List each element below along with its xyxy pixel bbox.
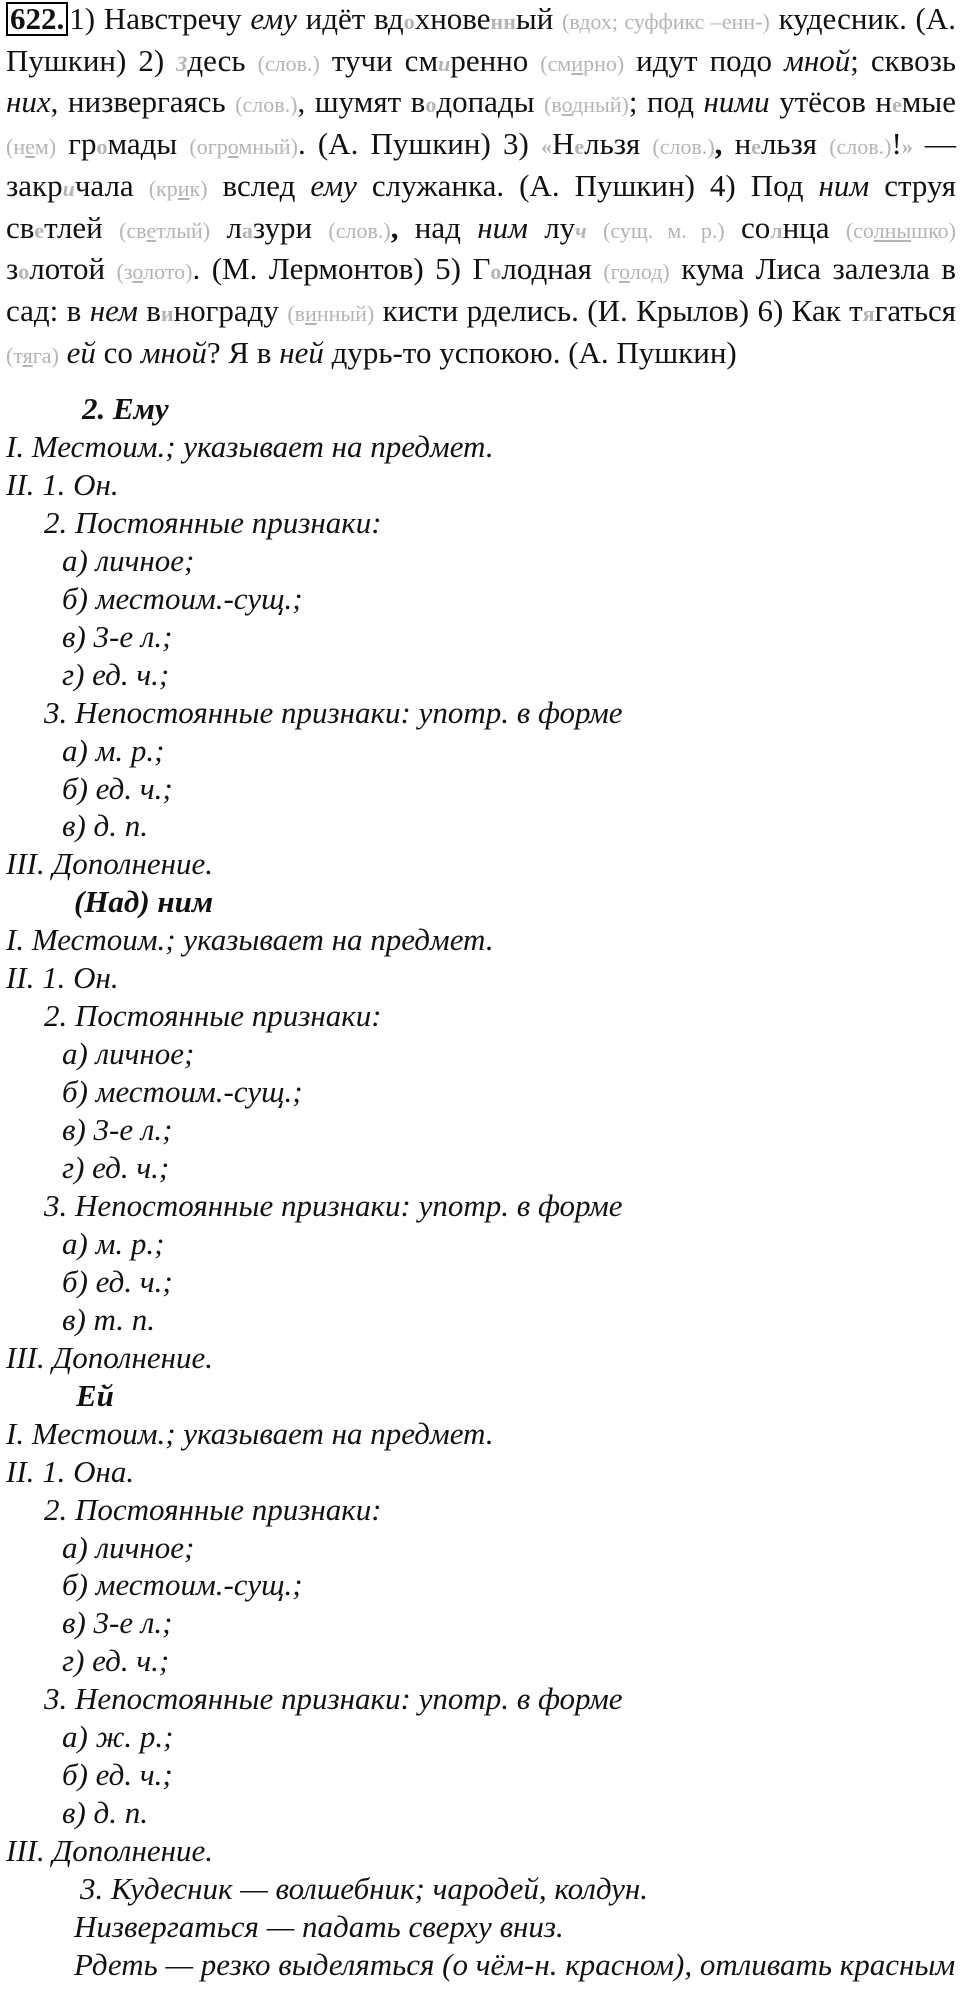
- text-segment: рно): [583, 50, 625, 76]
- analysis-line: I. Местоим.; указывает на предмет.: [6, 428, 494, 464]
- analysis-line: I. Местоим.; указывает на предмет.: [6, 922, 494, 958]
- text-segment: ? Я в: [206, 334, 280, 370]
- text-segment: лото): [143, 259, 193, 285]
- text-segment: з: [6, 251, 19, 287]
- analysis-line: б) ед. ч.;: [62, 1757, 173, 1793]
- analysis-line: III. Дополнение.: [6, 1339, 213, 1375]
- text-segment: е: [146, 217, 157, 243]
- analysis-line: Низвергаться — падать сверху вниз.: [74, 1909, 564, 1944]
- text-segment: допады: [436, 84, 545, 120]
- text-segment: кисти рделись. (И. Крылов): [374, 292, 758, 328]
- analysis-line: 2. Постоянные признаки:: [44, 504, 382, 540]
- text-segment: со: [95, 334, 141, 370]
- text-segment: . (М. Лермонтов): [192, 251, 436, 287]
- text-segment: нем: [89, 292, 138, 328]
- analysis-line: г) ед. ч.;: [62, 1150, 170, 1185]
- text-segment: нный): [316, 300, 375, 326]
- analysis-line: I. Местоим.; указывает на предмет.: [6, 1415, 494, 1451]
- text-segment: (н: [6, 134, 26, 160]
- analysis-line: а) ж. р.;: [62, 1719, 174, 1755]
- text-segment: . (А. Пушкин): [297, 126, 503, 162]
- text-segment: е: [25, 134, 35, 160]
- text-segment: л: [770, 217, 783, 243]
- text-segment: мной: [140, 334, 207, 370]
- analysis-line: 3. Непостоянные признаки: употр. в форме: [44, 1681, 623, 1717]
- analysis-line: в) д. п.: [62, 1795, 148, 1831]
- text-segment: мной: [784, 42, 851, 78]
- analysis-line: в) 3-е л.;: [62, 1605, 173, 1641]
- text-segment: гаться: [874, 292, 956, 328]
- analysis-line: г) ед. ч.;: [62, 1643, 170, 1679]
- text-segment: льзя: [584, 126, 653, 162]
- text-segment: м): [34, 134, 57, 160]
- text-segment: (см: [540, 50, 572, 76]
- analysis-line: II. 1. Он.: [6, 960, 119, 996]
- analysis-line: г) ед. ч.;: [62, 656, 170, 692]
- text-segment: о: [132, 259, 144, 285]
- text-segment: ними: [703, 84, 770, 120]
- text-segment: служанка. (А. Пушкин): [356, 167, 710, 203]
- text-segment: ; под: [628, 84, 704, 120]
- analysis-line: 2. Постоянные признаки:: [44, 1491, 382, 1527]
- text-segment: !: [891, 126, 902, 162]
- analysis-line: а) личное;: [62, 542, 195, 578]
- text-segment: (слов.): [829, 134, 892, 160]
- text-segment: 5) Г: [435, 251, 491, 287]
- text-segment: 6) Как т: [757, 292, 863, 328]
- text-segment: (з: [116, 259, 133, 285]
- analysis-line: II. 1. Он.: [6, 466, 119, 502]
- text-segment: Н: [551, 126, 575, 162]
- text-segment: ,: [714, 126, 735, 162]
- analysis-line: Рдеть — резко выделяться (о чём-н. красном), отливать красным: [74, 1946, 956, 1982]
- text-segment: льзя: [760, 126, 830, 162]
- text-segment: струя св: [6, 167, 956, 245]
- text-segment: о: [490, 259, 502, 285]
- text-segment: дный): [572, 92, 629, 118]
- text-segment: (со: [845, 217, 874, 243]
- text-segment: ним: [477, 209, 528, 245]
- text-segment: лу: [527, 209, 576, 245]
- text-segment: а: [241, 217, 253, 243]
- text-segment: (слов.): [257, 50, 320, 76]
- exercise-text: [6, 0, 956, 375]
- text-segment: 3): [502, 126, 541, 162]
- text-segment: — закр: [6, 126, 956, 203]
- text-segment: нца: [782, 209, 846, 245]
- text-segment: (т: [6, 342, 23, 368]
- text-segment: нн: [490, 9, 516, 34]
- analysis-line: б) местоим.-сущ.;: [62, 1074, 303, 1110]
- text-segment: 1) Навстречу: [69, 1, 251, 36]
- analysis-line: в) т. п.: [62, 1301, 156, 1337]
- text-segment: о: [18, 259, 30, 285]
- text-segment: мады: [107, 126, 190, 162]
- text-segment: (огр: [189, 134, 228, 160]
- text-segment: я: [862, 300, 875, 326]
- text-segment: 4) Под: [709, 167, 819, 203]
- text-segment: л: [210, 209, 242, 245]
- analysis-heading: Ей: [76, 1377, 114, 1413]
- text-segment: лод): [629, 259, 670, 285]
- analysis-line: 2. Постоянные признаки:: [44, 998, 382, 1034]
- text-segment: лны: [873, 217, 912, 243]
- text-segment: ему: [250, 1, 297, 36]
- text-segment: них: [6, 84, 51, 120]
- exercise-number: 622.: [6, 2, 68, 36]
- text-segment: , шумят в: [297, 84, 426, 120]
- text-segment: кума Лиса залезла в сад: в: [6, 251, 956, 328]
- text-segment: ч: [575, 217, 587, 243]
- text-segment: я: [22, 342, 33, 368]
- analysis-line: б) местоим.-сущ.;: [62, 1567, 303, 1603]
- text-segment: (г: [603, 259, 620, 285]
- text-segment: , низвергаясь: [50, 84, 236, 120]
- text-segment: ый: [515, 1, 563, 36]
- text-segment: хнове: [414, 1, 491, 36]
- text-segment: ему: [310, 167, 357, 203]
- analysis-line: 3. Непостоянные признаки: употр. в форме: [44, 1187, 623, 1223]
- text-segment: мые: [901, 84, 956, 120]
- analysis-line: а) личное;: [62, 1529, 195, 1565]
- text-segment: ней: [279, 334, 324, 370]
- text-segment: и: [438, 50, 451, 76]
- exercise-sentences: [6, 1, 956, 370]
- text-segment: лотой: [29, 251, 117, 287]
- analysis-line: б) ед. ч.;: [62, 1263, 173, 1299]
- text-segment: (слов.): [235, 92, 298, 118]
- text-segment: (слов.): [328, 217, 391, 243]
- text-segment: и: [62, 175, 75, 201]
- text-segment: (кр: [148, 175, 178, 201]
- text-segment: зури: [252, 209, 329, 245]
- text-segment: и: [305, 300, 317, 326]
- analysis-line: III. Дополнение.: [6, 846, 213, 882]
- text-segment: (вдох; суффикс –енн-): [562, 9, 770, 34]
- text-segment: утёсов н: [769, 84, 892, 120]
- analysis-line: в) 3-е л.;: [62, 1112, 173, 1148]
- analysis-line: в) 3-е л.;: [62, 618, 173, 654]
- text-segment: тлей: [44, 209, 120, 245]
- text-segment: е: [892, 92, 902, 118]
- text-segment: гр: [56, 126, 97, 162]
- text-segment: тучи см: [319, 42, 439, 78]
- text-segment: 2): [138, 42, 177, 78]
- text-segment: ним: [818, 167, 870, 203]
- text-segment: о: [619, 259, 630, 285]
- analysis-heading: (Над) ним: [74, 884, 214, 920]
- text-segment: о: [227, 134, 239, 160]
- text-segment: »: [901, 134, 913, 160]
- analysis-line: III. Дополнение.: [6, 1833, 213, 1869]
- analysis-line: 3. Непостоянные признаки: употр. в форме: [44, 694, 623, 730]
- analysis-heading: 2. Ему: [82, 391, 169, 426]
- analysis-line: б) местоим.-сущ.;: [62, 580, 303, 616]
- text-segment: и: [571, 50, 584, 76]
- text-segment: дурь-то успокою. (А. Пушкин): [323, 334, 737, 370]
- analysis-line: II. 1. Она.: [6, 1453, 135, 1489]
- text-segment: (в: [287, 300, 306, 326]
- text-segment: [587, 210, 603, 245]
- text-segment: мный): [238, 134, 298, 160]
- text-segment: десь: [187, 42, 258, 78]
- analysis-line: а) м. р.;: [62, 732, 165, 768]
- text-segment: идёт вд: [296, 1, 404, 36]
- text-segment: и: [177, 175, 190, 201]
- text-segment: о: [403, 9, 415, 34]
- text-segment: е: [34, 217, 45, 243]
- text-segment: е: [751, 134, 761, 160]
- text-segment: га): [32, 342, 59, 368]
- text-segment: З: [176, 50, 188, 76]
- text-segment: нограду: [173, 292, 288, 328]
- analysis-line: б) ед. ч.;: [62, 770, 173, 806]
- analysis-line: а) м. р.;: [62, 1225, 165, 1261]
- text-segment: о: [96, 134, 108, 160]
- text-segment: (слов.): [652, 134, 715, 160]
- text-segment: и: [160, 300, 174, 326]
- analysis-line: в) д. п.: [62, 808, 148, 844]
- analysis-line: а) личное;: [62, 1036, 195, 1072]
- text-segment: шко): [911, 217, 957, 243]
- analysis-line: 3. Кудесник — волшебник; чародей, колдун.: [80, 1871, 649, 1907]
- text-segment: лодная: [501, 251, 604, 287]
- text-segment: вслед: [207, 167, 311, 203]
- text-segment: (в: [544, 92, 562, 118]
- text-segment: к): [189, 175, 208, 201]
- text-segment: идут подо: [624, 42, 785, 78]
- text-segment: е: [574, 134, 585, 160]
- text-segment: (св: [119, 217, 147, 243]
- text-segment: кудесник. (А. Пушкин): [6, 1, 957, 78]
- text-segment: со: [724, 209, 771, 245]
- text-segment: чала: [74, 167, 149, 203]
- text-segment: ей: [66, 334, 96, 370]
- text-segment: н: [734, 126, 752, 162]
- text-segment: [59, 335, 67, 370]
- text-segment: тлый): [156, 217, 211, 243]
- text-segment: ; сквозь: [850, 42, 956, 78]
- text-segment: над: [414, 209, 478, 245]
- text-segment: о: [425, 92, 437, 118]
- text-segment: ренно: [450, 42, 541, 78]
- text-segment: ,: [390, 209, 415, 245]
- text-segment: о: [561, 92, 573, 118]
- text-segment: (сущ. м. р.): [603, 217, 725, 243]
- text-segment: в: [137, 292, 161, 328]
- text-segment: «: [540, 134, 552, 160]
